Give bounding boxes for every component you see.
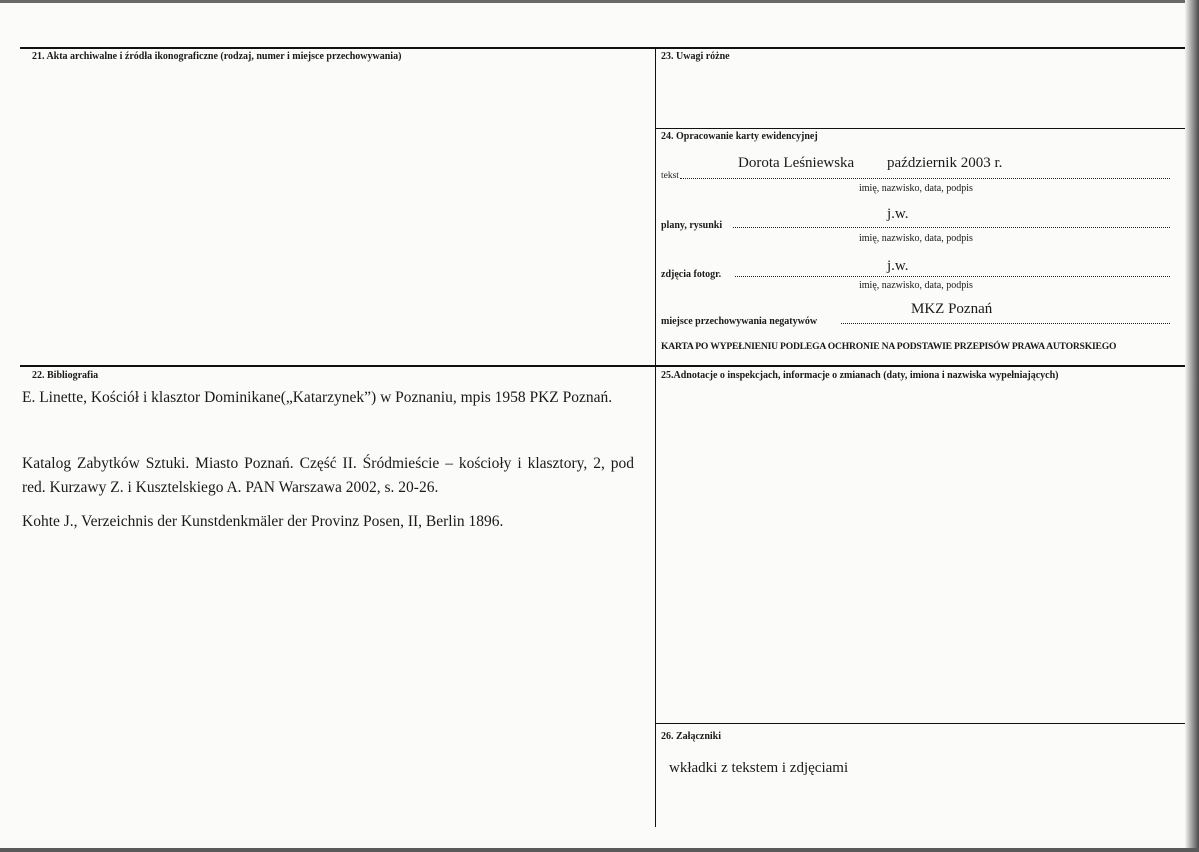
section-25-label: 25.Adnotacje o inspekcjach, informacje o zmianach (daty, imiona i nazwiska wypełniających) xyxy=(661,370,1059,381)
section-21-label: 21. Akta archiwalne i źródła ikonograficzne (rodzaj, numer i miejsce przechowywania) xyxy=(32,51,402,62)
negatives-row-line xyxy=(841,323,1170,324)
bibliography-entry: E. Linette, Kościół i klasztor Dominikane(„Katarzynek”) w Poznaniu, mpis 1958 PKZ Poznań. xyxy=(22,389,613,406)
plans-value: j.w. xyxy=(887,206,909,222)
rule-23-24 xyxy=(656,128,1185,129)
scan-bottom-edge xyxy=(0,848,1199,852)
section-22-label: 22. Bibliografia xyxy=(32,370,99,381)
section-23-label: 23. Uwagi różne xyxy=(661,51,730,62)
text-date-value: październik 2003 r. xyxy=(887,155,1003,171)
section-24-label: 24. Opracowanie karty ewidencyjnej xyxy=(661,131,818,142)
scan-right-edge xyxy=(1185,0,1199,852)
center-divider xyxy=(655,47,656,827)
bibliography-entry: Katalog Zabytków Sztuki. Miasto Poznań. Część II. Śródmieście – kościoły i klasztory, 2, pod red. Kurzawy Z. i Kusztelskiego A. PAN Warszawa 2002, s. 20-26. xyxy=(22,455,634,496)
scan-top-edge xyxy=(0,0,1199,3)
copyright-notice: KARTA PO WYPEŁNIENIU PODLEGA OCHRONIE NA PODSTAWIE PRZEPISÓW PRAWA AUTORSKIEGO xyxy=(661,341,1117,352)
text-row-label: tekst xyxy=(661,171,679,181)
top-rule xyxy=(20,47,1185,49)
negatives-row-label: miejsce przechowywania negatywów xyxy=(661,316,818,327)
section-26-label: 26. Załączniki xyxy=(661,731,722,742)
attachments-value: wkładki z tekstem i zdjęciami xyxy=(669,760,849,776)
photos-row-caption: imię, nazwisko, data, podpis xyxy=(859,280,973,291)
bibliography-entry: Kohte J., Verzeichnis der Kunstdenkmäler der Provinz Posen, II, Berlin 1896. xyxy=(22,513,504,530)
photos-row-line xyxy=(735,276,1170,277)
text-author-value: Dorota Leśniewska xyxy=(738,155,855,171)
text-row-line xyxy=(680,178,1170,179)
text-row-caption: imię, nazwisko, data, podpis xyxy=(859,183,973,194)
photos-row-label: zdjęcia fotogr. xyxy=(661,269,722,280)
plans-row-label: plany, rysunki xyxy=(661,220,723,231)
photos-value: j.w. xyxy=(887,258,909,274)
middle-rule xyxy=(20,365,1185,367)
plans-row-line xyxy=(733,227,1170,228)
rule-25-26 xyxy=(656,723,1185,724)
negatives-location-value: MKZ Poznań xyxy=(911,301,993,317)
plans-row-caption: imię, nazwisko, data, podpis xyxy=(859,233,973,244)
